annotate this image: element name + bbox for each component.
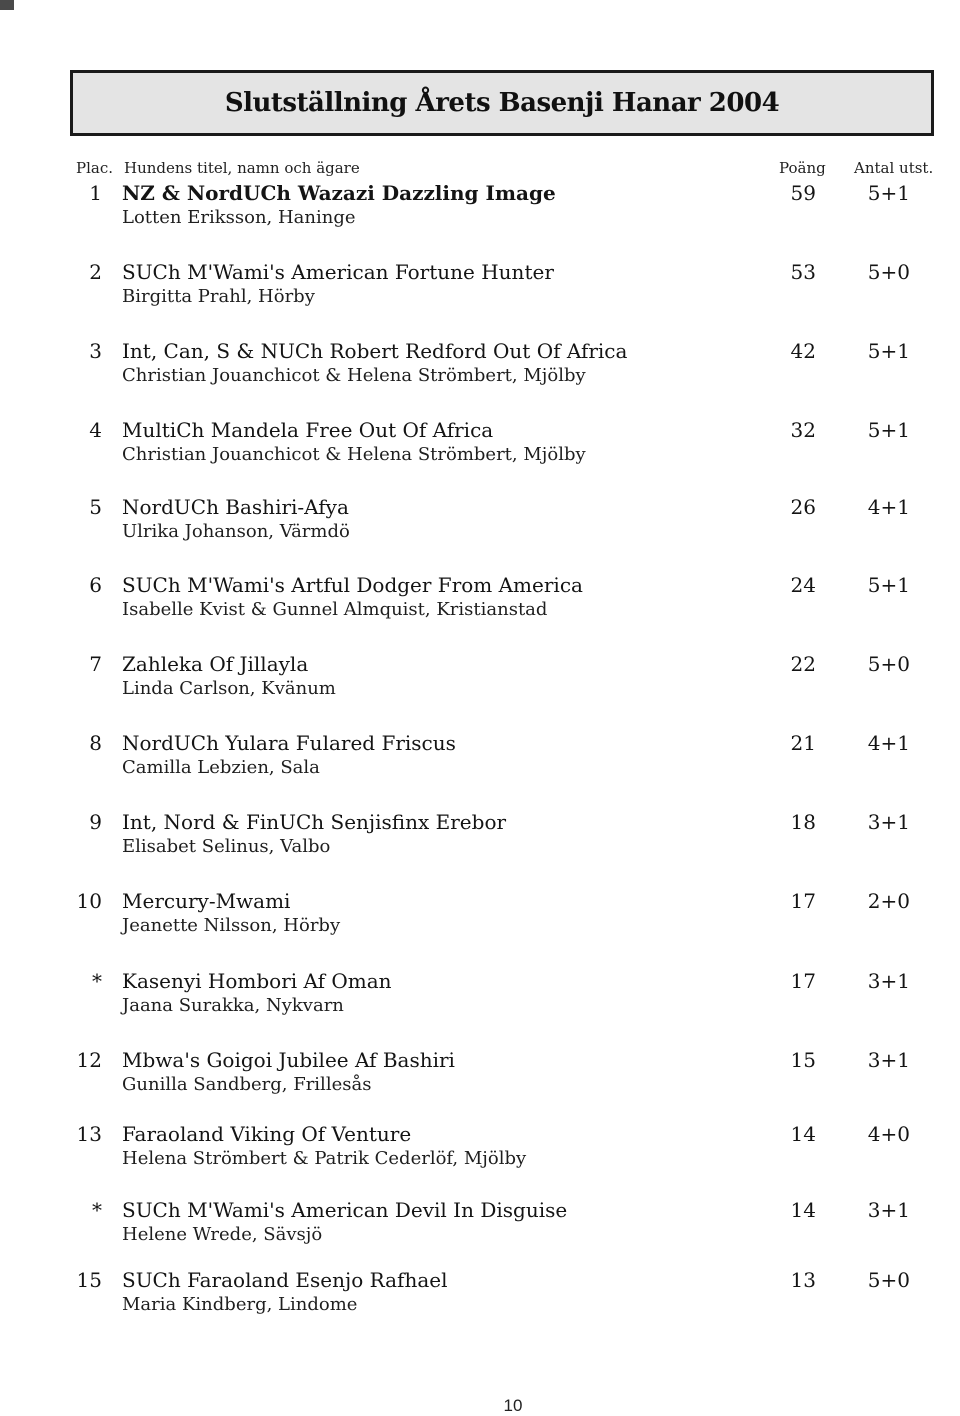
owner-name: Christian Jouanchicot & Helena Strömbert, Mjölby: [122, 365, 586, 386]
shows-count: 2+0: [867, 889, 910, 913]
dog-name: SUCh M'Wami's American Devil In Disguise: [122, 1198, 568, 1222]
owner-name: Jeanette Nilsson, Hörby: [122, 915, 341, 936]
shows-count: 5+1: [867, 181, 910, 205]
placement-number: *: [92, 1198, 102, 1222]
table-row: [0, 572, 960, 632]
owner-name: Maria Kindberg, Lindome: [122, 1294, 358, 1315]
dog-name: SUCh M'Wami's Artful Dodger From America: [122, 573, 583, 597]
shows-count: 5+1: [867, 418, 910, 442]
shows-count: 5+0: [867, 652, 910, 676]
owner-name: Birgitta Prahl, Hörby: [122, 286, 315, 307]
table-row: [0, 417, 960, 477]
dog-name: MultiCh Mandela Free Out Of Africa: [122, 418, 494, 442]
placement-number: 12: [76, 1048, 102, 1072]
owner-name: Helene Wrede, Sävsjö: [122, 1224, 323, 1245]
table-row: [0, 1121, 960, 1181]
table-row: [0, 1197, 960, 1257]
page-number: 10: [503, 1396, 523, 1415]
placement-number: 7: [89, 652, 102, 676]
shows-count: 5+1: [867, 339, 910, 363]
owner-name: Christian Jouanchicot & Helena Strömbert, Mjölby: [122, 444, 586, 465]
points-value: 21: [790, 731, 816, 755]
shows-count: 5+1: [867, 573, 910, 597]
shows-count: 4+0: [867, 1122, 910, 1146]
header-dog-name: Hundens titel, namn och ägare: [124, 159, 360, 177]
points-value: 42: [790, 339, 816, 363]
points-value: 22: [790, 652, 816, 676]
table-row: [0, 259, 960, 319]
points-value: 24: [790, 573, 816, 597]
table-row: [0, 180, 960, 240]
shows-count: 3+1: [867, 810, 910, 834]
dog-name: NordUCh Bashiri-Afya: [122, 495, 349, 519]
points-value: 13: [790, 1268, 816, 1292]
table-row: [0, 888, 960, 948]
shows-count: 3+1: [867, 969, 910, 993]
owner-name: Elisabet Selinus, Valbo: [122, 836, 331, 857]
points-value: 32: [790, 418, 816, 442]
points-value: 14: [790, 1198, 816, 1222]
table-row: [0, 968, 960, 1028]
dog-name: NZ & NordUCh Wazazi Dazzling Image: [122, 181, 556, 205]
table-row: [0, 1267, 960, 1327]
dog-name: Zahleka Of Jillayla: [122, 652, 309, 676]
placement-number: 13: [76, 1122, 102, 1146]
dog-name: Int, Nord & FinUCh Senjisfinx Erebor: [122, 810, 507, 834]
shows-count: 3+1: [867, 1048, 910, 1072]
header-place: Plac.: [76, 159, 114, 177]
table-row: [0, 651, 960, 711]
dog-name: NordUCh Yulara Fulared Friscus: [122, 731, 456, 755]
dog-name: Mbwa's Goigoi Jubilee Af Bashiri: [122, 1048, 455, 1072]
points-value: 18: [790, 810, 816, 834]
table-row: [0, 1047, 960, 1107]
placement-number: 15: [76, 1268, 102, 1292]
points-value: 14: [790, 1122, 816, 1146]
placement-number: 8: [89, 731, 102, 755]
owner-name: Lotten Eriksson, Haninge: [122, 207, 356, 228]
placement-number: 2: [89, 260, 102, 284]
placement-number: 5: [89, 495, 102, 519]
points-value: 17: [790, 889, 816, 913]
table-row: [0, 809, 960, 869]
header-shows: Antal utst.: [854, 159, 934, 177]
header-points: Poäng: [779, 159, 826, 177]
owner-name: Helena Strömbert & Patrik Cederlöf, Mjölby: [122, 1148, 527, 1169]
owner-name: Jaana Surakka, Nykvarn: [122, 995, 344, 1016]
points-value: 17: [790, 969, 816, 993]
points-value: 53: [790, 260, 816, 284]
table-row: [0, 730, 960, 790]
dog-name: SUCh M'Wami's American Fortune Hunter: [122, 260, 554, 284]
placement-number: 3: [89, 339, 102, 363]
dog-name: SUCh Faraoland Esenjo Rafhael: [122, 1268, 448, 1292]
owner-name: Linda Carlson, Kvänum: [122, 678, 336, 699]
placement-number: *: [92, 969, 102, 993]
owner-name: Camilla Lebzien, Sala: [122, 757, 320, 778]
dog-name: Faraoland Viking Of Venture: [122, 1122, 412, 1146]
shows-count: 5+0: [867, 260, 910, 284]
dog-name: Mercury-Mwami: [122, 889, 291, 913]
placement-number: 6: [89, 573, 102, 597]
dog-name: Int, Can, S & NUCh Robert Redford Out Of Africa: [122, 339, 628, 363]
owner-name: Isabelle Kvist & Gunnel Almquist, Kristianstad: [122, 599, 548, 620]
table-row: [0, 494, 960, 554]
points-value: 59: [790, 181, 816, 205]
title-banner: [70, 70, 934, 136]
page-title: Slutställning Årets Basenji Hanar 2004: [224, 88, 780, 118]
corner-crop-mark: [0, 0, 14, 10]
shows-count: 5+0: [867, 1268, 910, 1292]
placement-number: 10: [76, 889, 102, 913]
placement-number: 9: [89, 810, 102, 834]
points-value: 26: [790, 495, 816, 519]
placement-number: 4: [89, 418, 102, 442]
owner-name: Gunilla Sandberg, Frillesås: [122, 1074, 372, 1095]
shows-count: 4+1: [867, 495, 910, 519]
points-value: 15: [790, 1048, 816, 1072]
shows-count: 3+1: [867, 1198, 910, 1222]
shows-count: 4+1: [867, 731, 910, 755]
dog-name: Kasenyi Hombori Af Oman: [122, 969, 392, 993]
table-row: [0, 338, 960, 398]
placement-number: 1: [89, 181, 102, 205]
owner-name: Ulrika Johanson, Värmdö: [122, 521, 350, 542]
